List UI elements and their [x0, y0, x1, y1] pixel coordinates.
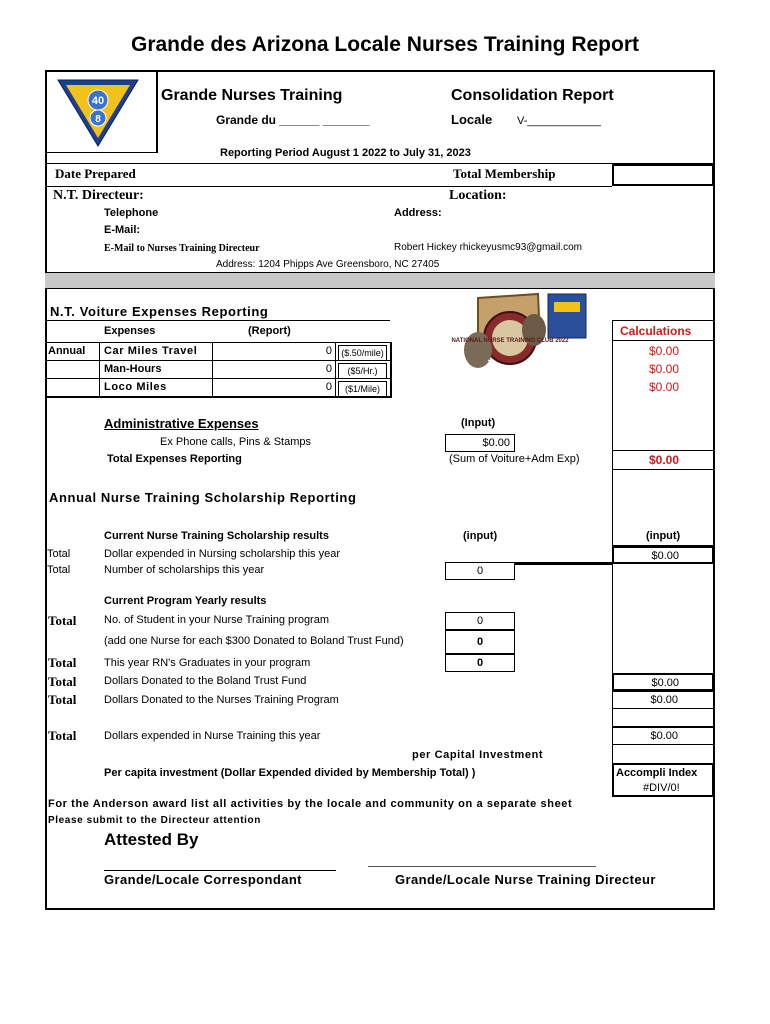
- grande-nurses-training: Grande Nurses Training: [161, 87, 343, 104]
- total-label-5: Total: [48, 674, 77, 689]
- man-hours-calc: $0.00: [648, 362, 679, 376]
- admin-input-label: (Input): [461, 417, 496, 429]
- directeur-address: Address: 1204 Phipps Ave Greensboro, NC 27405: [216, 259, 440, 270]
- program-results-label: Current Program Yearly results: [104, 595, 267, 607]
- total-membership-input[interactable]: [612, 164, 714, 186]
- locale-field[interactable]: V-____________: [517, 115, 601, 127]
- admin-expenses-input[interactable]: $0.00: [445, 434, 515, 452]
- page-title: Grande des Arizona Locale Nurses Training Report: [130, 33, 639, 56]
- man-hours-unit: ($5/Hr.): [338, 363, 387, 379]
- calculations-header: Calculations: [620, 324, 692, 338]
- number-scholarships-label: Number of scholarships this year: [104, 564, 265, 576]
- please-submit-note: Please submit to the Directeur attention: [48, 815, 261, 826]
- email-label: E-Mail:: [104, 224, 141, 236]
- email-to-directeur: E-Mail to Nurses Training Directeur: [104, 243, 260, 254]
- nurse-training-club-badge: [448, 290, 608, 386]
- car-miles-label: Car Miles Travel: [104, 345, 198, 357]
- car-miles-input[interactable]: 0: [325, 345, 332, 357]
- header-logo-divider: [156, 70, 158, 152]
- badge-text: NATIONAL NURSE TRAINING CLUB 2022: [451, 338, 569, 344]
- voiture-heading: N.T. Voiture Expenses Reporting: [50, 304, 269, 319]
- loco-miles-calc: $0.00: [648, 380, 679, 394]
- expended-training-input[interactable]: $0.00: [612, 727, 714, 745]
- total-expenses-calc: $0.00: [648, 453, 679, 467]
- logo-text-top: 40: [91, 95, 105, 107]
- input-header-b: (input): [646, 530, 681, 542]
- forty-and-eight-logo: [56, 76, 140, 148]
- grande-du-field[interactable]: Grande du ______ _______: [216, 113, 370, 127]
- anderson-note: For the Anderson award list all activities by the locale and community on a separate sheet: [48, 798, 573, 810]
- annual-label: Annual: [48, 345, 86, 357]
- loco-miles-unit: ($1/Mile): [338, 381, 387, 397]
- logo-text-bottom: 8: [95, 114, 101, 125]
- reporting-period: Reporting Period August 1 2022 to July 31, 2023: [220, 147, 471, 159]
- current-results-label: Current Nurse Training Scholarship results: [104, 530, 329, 542]
- add-one-input[interactable]: 0: [445, 630, 515, 654]
- correspondant-label: Grande/Locale Correspondant: [104, 872, 302, 887]
- total-label-2: Total: [47, 564, 71, 576]
- dollar-expended-input[interactable]: $0.00: [612, 546, 714, 564]
- per-capital-label: per Capital Investment: [412, 749, 544, 761]
- locale-label: Locale: [451, 112, 493, 127]
- car-miles-calc: $0.00: [648, 344, 679, 358]
- total-membership: Total Membership: [453, 166, 556, 181]
- expended-training-label: Dollars expended in Nurse Training this year: [104, 730, 321, 742]
- directeur-signature-line[interactable]: [368, 866, 596, 867]
- correspondant-signature-line[interactable]: [104, 870, 336, 871]
- date-prepared: Date Prepared: [55, 166, 136, 181]
- telephone-label: Telephone: [104, 207, 159, 219]
- boland-label: Dollars Donated to the Boland Trust Fund: [104, 675, 307, 687]
- number-scholarships-input[interactable]: 0: [445, 562, 515, 580]
- boland-input[interactable]: $0.00: [612, 673, 714, 691]
- donated-program-input[interactable]: $0.00: [612, 691, 714, 709]
- total-label-3: Total: [48, 613, 77, 628]
- scholarship-heading: Annual Nurse Training Scholarship Reporting: [49, 490, 357, 505]
- dollar-expended-label: Dollar expended in Nursing scholarship this year: [104, 548, 341, 560]
- add-one-note: (add one Nurse for each $300 Donated to Boland Trust Fund): [104, 635, 404, 647]
- expenses-col-header: Expenses: [104, 325, 156, 337]
- input-header-a: (input): [463, 530, 498, 542]
- admin-expenses-heading: Administrative Expenses: [104, 416, 259, 431]
- loco-miles-input[interactable]: 0: [325, 381, 332, 393]
- donated-program-label: Dollars Donated to the Nurses Training Program: [104, 694, 339, 706]
- consolidation-report: Consolidation Report: [451, 87, 614, 104]
- directeur-contact: Robert Hickey rhickeyusmc93@gmail.com: [394, 242, 582, 253]
- ex-phone-label: Ex Phone calls, Pins & Stamps: [160, 436, 312, 448]
- sum-note: (Sum of Voiture+Adm Exp): [449, 453, 580, 465]
- section-divider-band: [45, 272, 715, 289]
- nt-directeur: N.T. Directeur:: [53, 188, 144, 203]
- no-students-input[interactable]: 0: [445, 612, 515, 630]
- loco-miles-label: Loco Miles: [104, 381, 167, 393]
- total-label-4: Total: [48, 655, 77, 670]
- man-hours-input[interactable]: 0: [325, 363, 332, 375]
- total-label-6: Total: [48, 692, 77, 707]
- directeur-label: Grande/Locale Nurse Training Directeur: [395, 872, 656, 887]
- attested-by: Attested By: [104, 830, 199, 849]
- rn-grads-label: This year RN's Graduates in your program: [104, 657, 311, 669]
- no-students-label: No. of Student in your Nurse Training program: [104, 614, 330, 626]
- report-col-header: (Report): [248, 325, 291, 337]
- total-expenses-label: Total Expenses Reporting: [107, 453, 242, 465]
- accompli-index-label: Accompli Index: [616, 767, 698, 779]
- address-label: Address:: [394, 207, 442, 219]
- car-miles-unit: ($.50/mile): [338, 345, 387, 361]
- rn-grads-input[interactable]: 0: [445, 654, 515, 672]
- per-capita-note: Per capita investment (Dollar Expended divided by Membership Total) ): [104, 767, 476, 779]
- man-hours-label: Man-Hours: [104, 363, 162, 375]
- accompli-index-value: #DIV/0!: [643, 782, 680, 794]
- location-label: Location:: [449, 188, 507, 203]
- total-label-1: Total: [47, 548, 71, 560]
- total-label-7: Total: [48, 728, 77, 743]
